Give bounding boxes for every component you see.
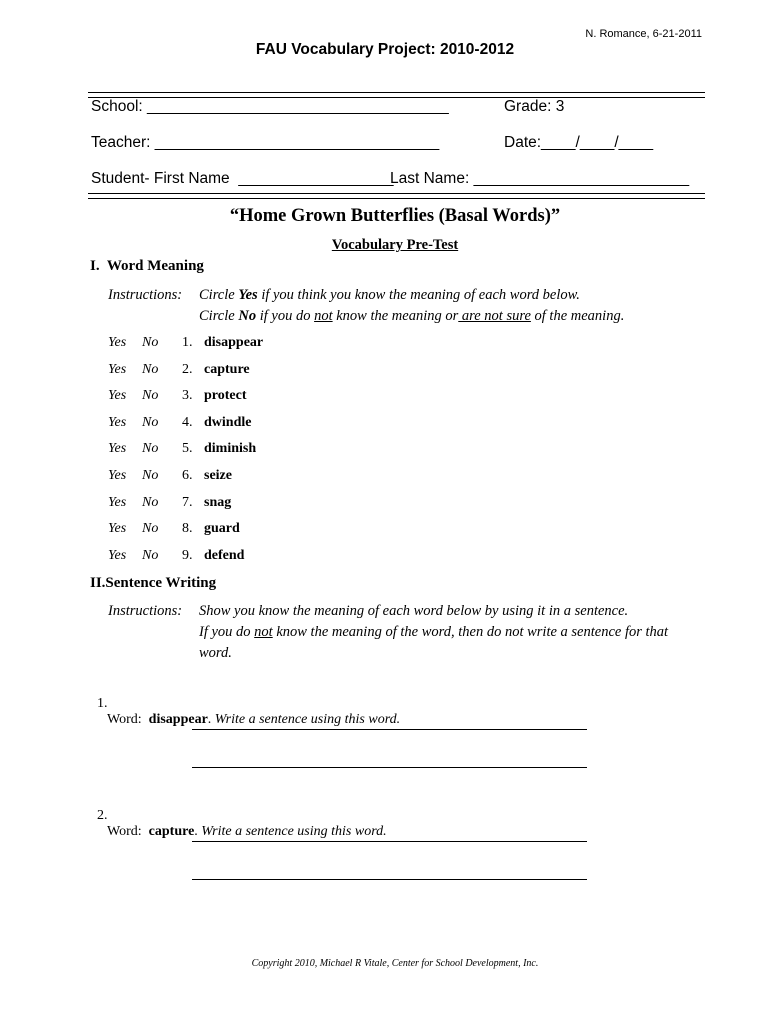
- s2-instr2-not: not: [254, 624, 273, 640]
- word-item: [108, 468, 408, 488]
- vocab-word: snag: [204, 495, 232, 510]
- word-item: [108, 521, 408, 541]
- instr2-no: No: [238, 308, 257, 324]
- vocab-word: dwindle: [204, 415, 252, 430]
- first-name-blank[interactable]: __________________: [238, 170, 394, 187]
- grade-label: Grade: 3: [504, 98, 565, 115]
- item-number: 7.: [182, 495, 193, 510]
- instr1-a: Circle: [199, 287, 239, 303]
- vocab-word: disappear: [204, 335, 264, 350]
- no-option[interactable]: No: [142, 495, 159, 510]
- no-option[interactable]: No: [142, 415, 159, 430]
- yes-option[interactable]: Yes: [108, 495, 127, 510]
- sentence-instruction: Write a sentence using this word.: [201, 824, 387, 839]
- vocab-word: guard: [204, 521, 240, 536]
- student-first-label: Student- First Name: [91, 170, 230, 187]
- section1-instructions-label: Instructions:: [108, 287, 183, 303]
- student-first-name-field[interactable]: [91, 170, 393, 188]
- answer-line[interactable]: [192, 767, 587, 768]
- teacher-blank[interactable]: _________________________________: [154, 134, 440, 151]
- sentence-word-suffix: .: [194, 824, 202, 839]
- yes-option[interactable]: Yes: [108, 468, 127, 483]
- vocab-word: capture: [204, 362, 250, 377]
- school-field[interactable]: [91, 98, 449, 116]
- sentence-item-2: [90, 792, 387, 840]
- pretest-subtitle: Vocabulary Pre-Test: [331, 237, 459, 253]
- vocab-word: defend: [204, 548, 245, 563]
- s2-instr2-c: know the meaning of the word, then do not write a sentence for that: [272, 624, 669, 640]
- instr2-e: know the meaning or: [332, 308, 459, 324]
- sentence-instruction: Write a sentence using this word.: [214, 712, 401, 727]
- attribution: N. Romance, 6-21-2011: [585, 28, 702, 40]
- last-name-field[interactable]: [390, 170, 689, 188]
- sentence-word-suffix: .: [207, 712, 215, 727]
- last-name-blank[interactable]: _________________________: [473, 170, 690, 187]
- no-option[interactable]: No: [142, 521, 159, 536]
- answer-line[interactable]: [192, 841, 587, 842]
- project-title: FAU Vocabulary Project: 2010-2012: [255, 41, 515, 58]
- yes-option[interactable]: Yes: [108, 415, 127, 430]
- item-number: 1.: [182, 335, 193, 350]
- answer-line[interactable]: [192, 879, 587, 880]
- vocab-word: seize: [204, 468, 232, 483]
- no-option[interactable]: No: [142, 335, 159, 350]
- instr1-c: if you think you know the meaning of each word below.: [257, 287, 580, 303]
- word-item: [108, 548, 408, 568]
- item-number: 6.: [182, 468, 193, 483]
- instr1-yes: Yes: [238, 287, 258, 303]
- section2-instruction-line3: word.: [199, 645, 232, 661]
- sentence-item-number: 1.: [97, 696, 108, 711]
- document-title: “Home Grown Butterflies (Basal Words)”: [229, 206, 561, 226]
- answer-line[interactable]: [192, 729, 587, 730]
- item-number: 4.: [182, 415, 193, 430]
- item-number: 9.: [182, 548, 193, 563]
- last-name-label: Last Name:: [390, 170, 470, 187]
- bottom-rule: [88, 193, 705, 199]
- sentence-word-prefix: Word:: [107, 824, 149, 839]
- word-item: [108, 388, 408, 408]
- copyright-footer: Copyright 2010, Michael R Vitale, Center for School Development, Inc.: [251, 958, 539, 969]
- no-option[interactable]: No: [142, 388, 159, 403]
- yes-option[interactable]: Yes: [108, 548, 127, 563]
- yes-option[interactable]: Yes: [108, 335, 127, 350]
- instr2-g: of the meaning.: [530, 308, 625, 324]
- sentence-word: capture: [148, 824, 195, 839]
- section1-heading: I. Word Meaning: [90, 258, 204, 274]
- vocab-word: diminish: [204, 441, 257, 456]
- word-item: [108, 362, 408, 382]
- school-label: School:: [91, 98, 143, 115]
- word-item: [108, 335, 408, 355]
- word-item: [108, 441, 408, 461]
- vocab-word: protect: [204, 388, 247, 403]
- no-option[interactable]: No: [142, 548, 159, 563]
- yes-option[interactable]: Yes: [108, 388, 127, 403]
- item-number: 3.: [182, 388, 193, 403]
- instr2-not-sure: are not sure: [458, 308, 531, 324]
- section2-instructions-label: Instructions:: [108, 603, 183, 619]
- date-field[interactable]: Date:____/____/____: [504, 134, 654, 151]
- word-item: [108, 415, 408, 435]
- no-option[interactable]: No: [142, 441, 159, 456]
- item-number: 8.: [182, 521, 193, 536]
- sentence-word: disappear: [148, 712, 208, 727]
- instr2-not: not: [314, 308, 333, 324]
- item-number: 5.: [182, 441, 193, 456]
- section2-heading: II.Sentence Writing: [90, 575, 217, 591]
- s2-instr2-a: If you do: [199, 624, 255, 640]
- section1-instruction-line2: [199, 308, 624, 325]
- no-option[interactable]: No: [142, 362, 159, 377]
- section2-instruction-line1: Show you know the meaning of each word below by using it in a sentence.: [199, 603, 629, 619]
- yes-option[interactable]: Yes: [108, 362, 127, 377]
- sentence-item-number: 2.: [97, 808, 108, 823]
- instr2-c: if you do: [256, 308, 315, 324]
- yes-option[interactable]: Yes: [108, 441, 127, 456]
- sentence-item-1: [90, 680, 400, 728]
- item-number: 2.: [182, 362, 193, 377]
- word-item: [108, 495, 408, 515]
- yes-option[interactable]: Yes: [108, 521, 127, 536]
- school-blank[interactable]: ___________________________________: [147, 98, 449, 115]
- section2-instruction-line2: [199, 624, 668, 641]
- instr2-a: Circle: [199, 308, 239, 324]
- sentence-word-prefix: Word:: [107, 712, 149, 727]
- section1-instruction-line1: [199, 287, 580, 304]
- teacher-field[interactable]: [91, 134, 439, 152]
- teacher-label: Teacher:: [91, 134, 151, 151]
- no-option[interactable]: No: [142, 468, 159, 483]
